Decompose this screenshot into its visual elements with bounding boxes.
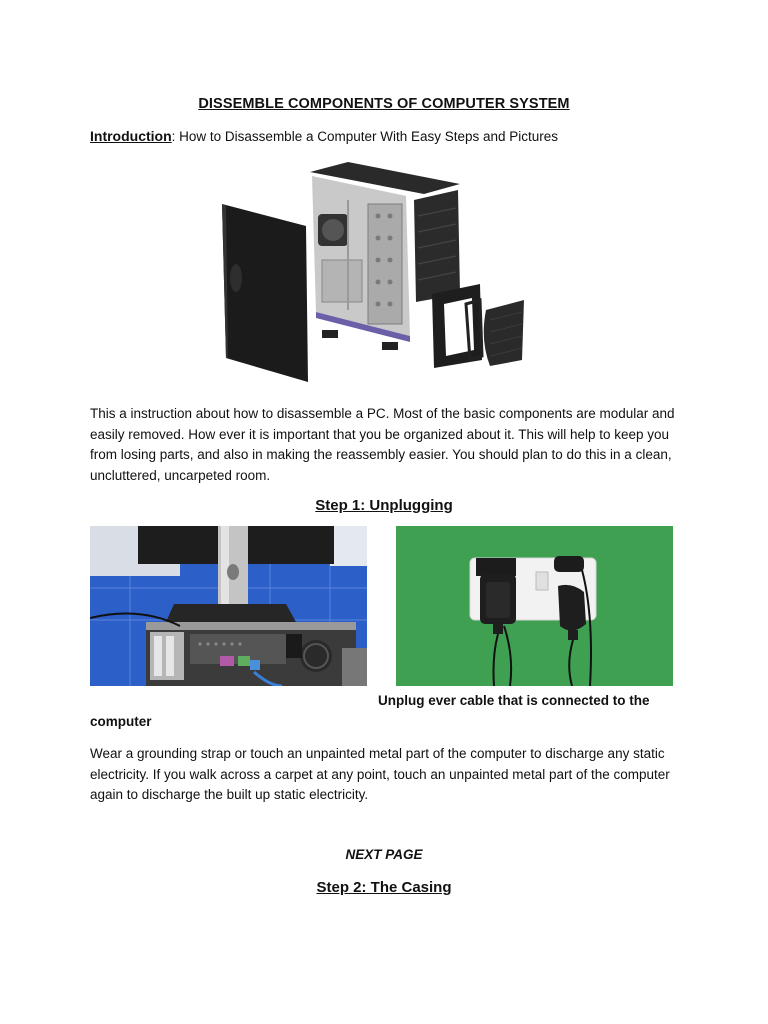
step-1-caption-continued: computer bbox=[90, 714, 152, 729]
intro-label: Introduction bbox=[90, 128, 172, 144]
intro-line bbox=[90, 128, 558, 144]
step-1-caption: Unplug ever cable that is connected to the bbox=[378, 693, 650, 708]
step-2-heading: Step 2: The Casing bbox=[316, 879, 452, 896]
exploded-pc-case-image bbox=[218, 160, 530, 386]
grounding-paragraph: Wear a grounding strap or touch an unpainted metal part of the computer to discharge any static electricity. If you walk across a carpet at any point, touch an unpainted metal part of the computer again to discharge the built up static electricity. bbox=[90, 746, 670, 802]
next-page-label: NEXT PAGE bbox=[345, 847, 423, 862]
monitor-desktop-photo bbox=[90, 526, 367, 686]
wall-outlet-photo bbox=[396, 526, 673, 686]
document-title: DISSEMBLE COMPONENTS OF COMPUTER SYSTEM bbox=[198, 96, 570, 112]
step-1-heading: Step 1: Unplugging bbox=[315, 497, 453, 514]
intro-paragraph: This a instruction about how to disassemble a PC. Most of the basic components are modular and easily removed. How ever it is important that you be organized about it. This will help to keep you from losing parts, and also in making the reassembly easier. You should plan to do this in a clean, uncluttered, uncarpeted room. bbox=[90, 406, 675, 483]
intro-text: : How to Disassemble a Computer With Easy Steps and Pictures bbox=[171, 129, 559, 144]
